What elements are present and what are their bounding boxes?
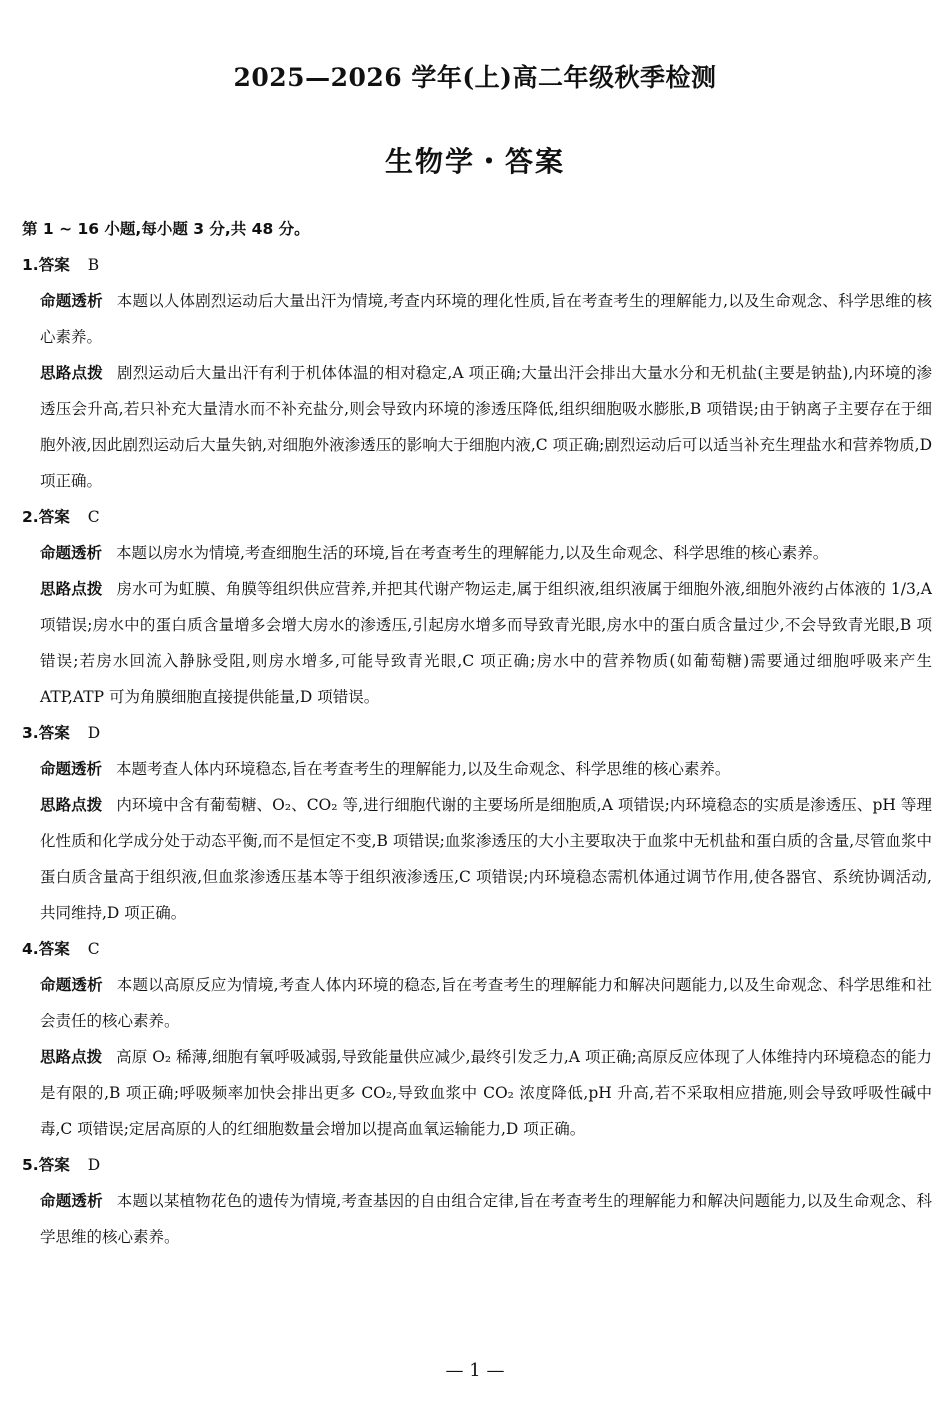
solution-paragraph	[40, 355, 932, 499]
solution-text: 剧烈运动后大量出汗有利于机体体温的相对稳定,A 项正确;大量出汗会排出大量水分和无机盐(主要是钠盐),内环境的渗透压会升高,若只补充大量清水而不补充盐分,则会导致内环境的渗透压降低,组织细胞吸水膨胀,B 项错误;由于钠离子主要存在于细胞外液,因此剧烈运动后大量失钠,对细胞外液渗透压的影响大于细胞内液,C 项正确;剧烈运动后可以适当补充生理盐水和营养物质,D 项正确。	[40, 364, 932, 490]
solution-paragraph	[40, 1039, 932, 1147]
solution-paragraph	[40, 571, 932, 715]
answer-value: D	[87, 724, 101, 742]
analysis-label: 命题透析	[40, 760, 103, 778]
analysis-paragraph	[40, 1183, 932, 1255]
analysis-text: 本题以高原反应为情境,考查人体内环境的稳态,旨在考查考生的理解能力和解决问题能力,以及生命观念、科学思维和社会责任的核心素养。	[40, 976, 932, 1030]
analysis-label: 命题透析	[40, 976, 103, 994]
page-subtitle: 生物学・答案	[384, 145, 565, 178]
question-number: 5.	[22, 1156, 39, 1174]
answer-label: 答案	[38, 724, 70, 742]
answer-label: 答案	[38, 940, 70, 958]
question-item	[22, 715, 932, 931]
answer-content	[22, 211, 932, 1255]
answer-value: C	[87, 508, 100, 526]
analysis-paragraph	[40, 535, 932, 571]
page-number: — 1 —	[445, 1360, 505, 1381]
question-header	[22, 931, 932, 967]
solution-text: 内环境中含有葡萄糖、O₂、CO₂ 等,进行细胞代谢的主要场所是细胞质,A 项错误;内环境稳态的实质是渗透压、pH 等理化性质和化学成分处于动态平衡,而不是恒定不变,B 项错误;血浆渗透压的大小主要取决于血浆中无机盐和蛋白质的含量,尽管血浆中蛋白质含量高于组织液,但血浆渗透压基本等于组织液渗透压,C 项错误;内环境稳态需机体通过调节作用,使各器官、系统协调活动,共同维持,D 项正确。	[40, 796, 932, 922]
analysis-label: 命题透析	[40, 292, 103, 310]
analysis-label: 命题透析	[40, 544, 103, 562]
analysis-label: 命题透析	[40, 1192, 103, 1210]
analysis-text: 本题以某植物花色的遗传为情境,考查基因的自由组合定律,旨在考查考生的理解能力和解决问题能力,以及生命观念、科学思维的核心素养。	[40, 1192, 932, 1246]
analysis-text: 本题考查人体内环境稳态,旨在考查考生的理解能力,以及生命观念、科学思维的核心素养。	[116, 760, 731, 778]
analysis-text: 本题以人体剧烈运动后大量出汗为情境,考查内环境的理化性质,旨在考查考生的理解能力,以及生命观念、科学思维的核心素养。	[40, 292, 932, 346]
question-number: 4.	[22, 940, 39, 958]
page-title: 2025—2026 学年(上)高二年级秋季检测	[233, 63, 717, 92]
analysis-paragraph	[40, 283, 932, 355]
solution-label: 思路点拨	[40, 796, 103, 814]
question-header	[22, 499, 932, 535]
question-item	[22, 931, 932, 1147]
answer-label: 答案	[38, 508, 70, 526]
question-number: 3.	[22, 724, 39, 742]
question-item	[22, 247, 932, 499]
solution-paragraph	[40, 787, 932, 931]
analysis-paragraph	[40, 751, 932, 787]
solution-label: 思路点拨	[40, 364, 103, 382]
scoring-intro: 第 1 ~ 16 小题,每小题 3 分,共 48 分。	[22, 220, 310, 238]
question-header	[22, 247, 932, 283]
question-header	[22, 715, 932, 751]
solution-text: 高原 O₂ 稀薄,细胞有氧呼吸减弱,导致能量供应减少,最终引发乏力,A 项正确;高原反应体现了人体维持内环境稳态的能力是有限的,B 项正确;呼吸频率加快会排出更多 CO₂,导致血浆中 CO₂ 浓度降低,pH 升高,若不采取相应措施,则会导致呼吸性碱中毒,C 项错误;定居高原的人的红细胞数量会增加以提高血氧运输能力,D 项正确。	[40, 1048, 932, 1138]
solution-label: 思路点拨	[40, 580, 103, 598]
solution-text: 房水可为虹膜、角膜等组织供应营养,并把其代谢产物运走,属于组织液,组织液属于细胞外液,细胞外液约占体液的 1/3,A 项错误;房水中的蛋白质含量增多会增大房水的渗透压,引起房水增多而导致青光眼,房水中的蛋白质含量过少,不会导致青光眼,B 项错误;若房水回流入静脉受阻,则房水增多,可能导致青光眼,C 项正确;房水中的营养物质(如葡萄糖)需要通过细胞呼吸来产生 ATP,ATP 可为角膜细胞直接提供能量,D 项错误。	[40, 580, 932, 706]
answer-value: B	[87, 256, 100, 274]
analysis-paragraph	[40, 967, 932, 1039]
question-header	[22, 1147, 932, 1183]
answer-value: C	[87, 940, 100, 958]
question-number: 2.	[22, 508, 39, 526]
solution-label: 思路点拨	[40, 1048, 103, 1066]
question-item	[22, 499, 932, 715]
answer-label: 答案	[38, 256, 70, 274]
analysis-text: 本题以房水为情境,考查细胞生活的环境,旨在考查考生的理解能力,以及生命观念、科学思维的核心素养。	[116, 544, 829, 562]
question-item	[22, 1147, 932, 1255]
answer-label: 答案	[38, 1156, 70, 1174]
question-number: 1.	[22, 256, 39, 274]
answer-value: D	[87, 1156, 101, 1174]
